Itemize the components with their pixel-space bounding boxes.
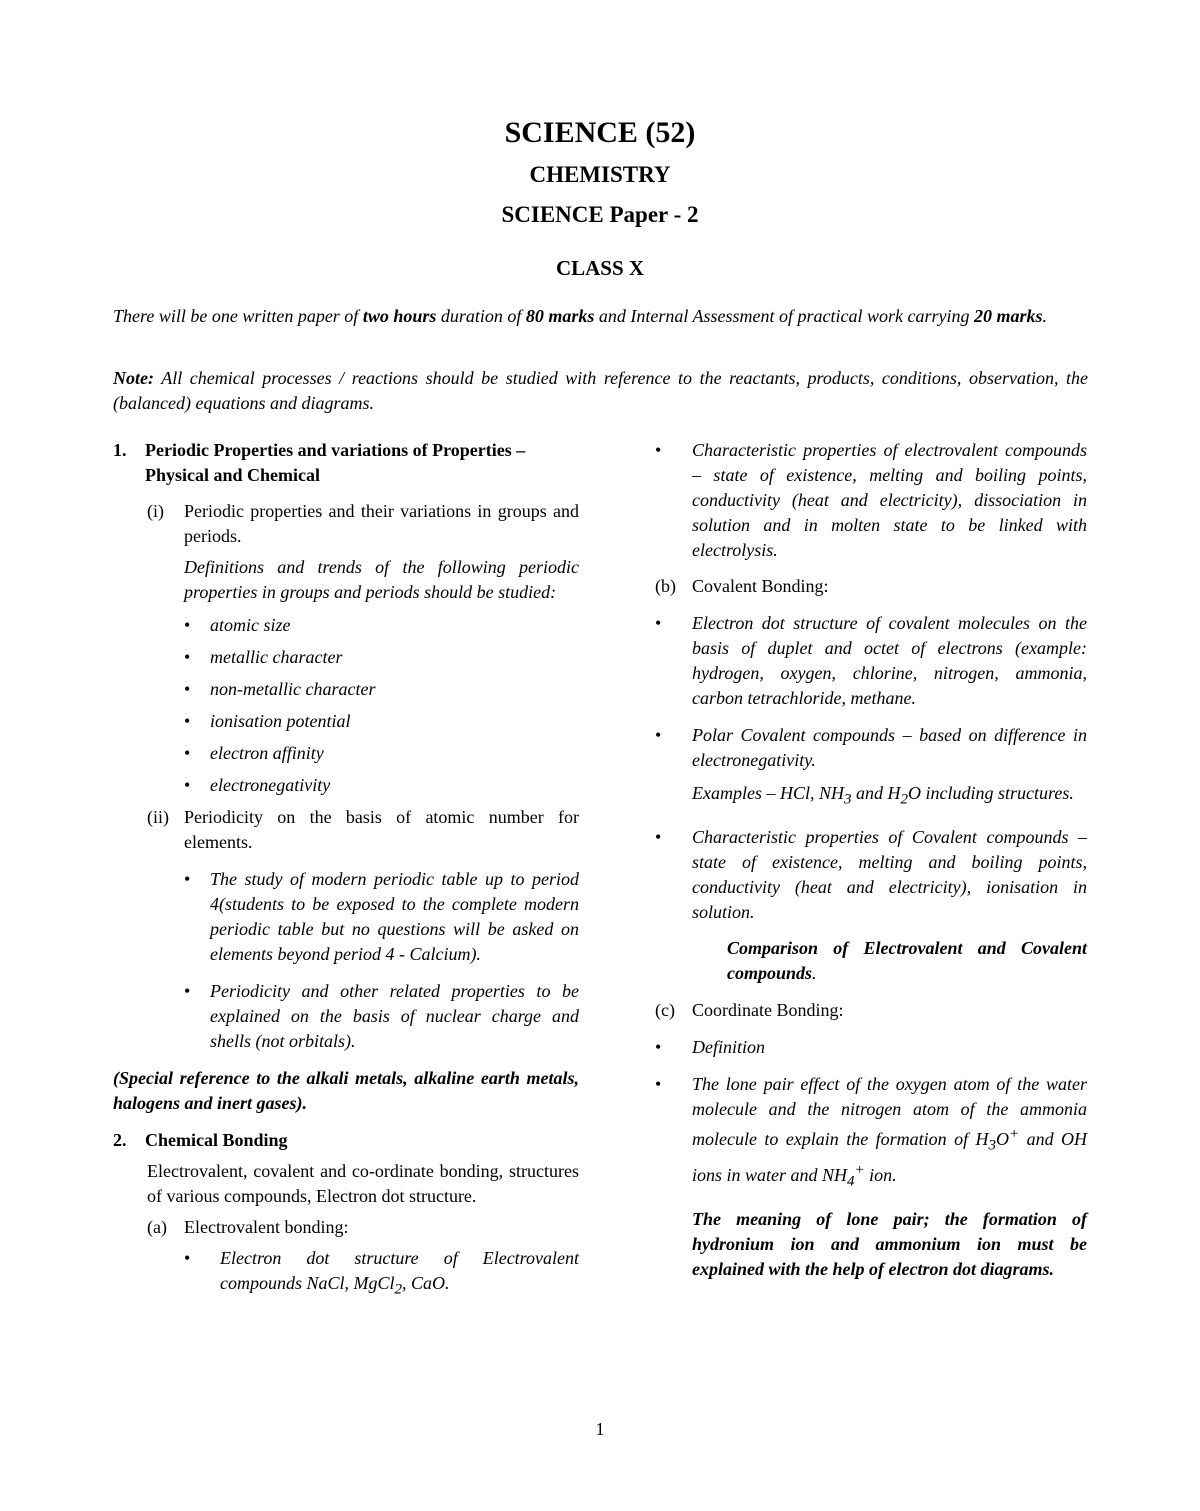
page-title: SCIENCE (52) (504, 116, 696, 149)
list-item: • Characteristic properties of electrovalent compounds – state of existence, melting and boiling points, conductivity (heat and electricity), dissociation in solution and in molten state to be linked with electrolysis. (655, 438, 1087, 563)
list-item: • metallic character (184, 645, 579, 670)
bullet-icon: • (184, 615, 191, 635)
right-column (655, 438, 1087, 1290)
paper-heading: SCIENCE Paper - 2 (501, 202, 699, 227)
list-item: • The lone pair effect of the oxygen atom of the water molecule and the nitrogen atom of the ammonia molecule to explain the formation of $H_3O^+$ and OH ions in water and $NH_4^+$ ion. (655, 1072, 1087, 1195)
list-item: • Definition (655, 1035, 1087, 1060)
list-item: • electron affinity (184, 741, 579, 766)
subsection-2-b: (b) Covalent Bonding: (655, 576, 829, 596)
subject-heading: CHEMISTRY (529, 162, 671, 187)
lone-pair-note: The meaning of lone pair; the formation of hydronium ion and ammonium ion must be explained with the help of electron dot diagrams. (692, 1208, 1087, 1279)
bullet-icon: • (184, 869, 191, 889)
note-label: Note: (113, 368, 154, 388)
class-heading: CLASS X (555, 256, 645, 280)
bullet-icon: • (655, 725, 662, 745)
definitions-text: Definitions and trends of the following periodic properties in groups and periods should be studied: (184, 557, 579, 602)
bullet-icon: • (655, 826, 662, 847)
list-item: • Periodicity and other related properties to be explained on the basis of nuclear charge and shells (not orbitals). (184, 979, 579, 1054)
list-item: • Polar Covalent compounds – based on difference in electronegativity. (655, 723, 1087, 773)
periodicity-list (184, 867, 579, 1054)
list-item: • Electron dot structure of Electrovalent compounds NaCl, MgCl$_2$, CaO. (184, 1246, 579, 1303)
covalent-list (655, 611, 1087, 773)
list-item: • The study of modern periodic table up to period 4(students to be exposed to the complete modern periodic table but no questions will be asked on elements beyond period 4 - Calcium). (184, 867, 579, 967)
list-item: • atomic size (184, 613, 579, 638)
section-2-description: Electrovalent, covalent and co-ordinate bonding, structures of various compounds, Electron dot structure. (147, 1161, 579, 1206)
coordinate-list (655, 1035, 1087, 1195)
special-reference-note: (Special reference to the alkali metals, alkaline earth metals, halogens and inert gases). (113, 1068, 579, 1113)
subsection-2-a: (a) Electrovalent bonding: (147, 1217, 349, 1237)
covalent-examples: Examples – HCl, $NH_3$ and $H_2O$ including structures. (692, 783, 1074, 808)
electrovalent-properties-list (655, 438, 1087, 563)
subsection-1-ii: (ii) Periodicity on the basis of atomic number for elements. (147, 807, 579, 852)
electrovalent-list (184, 1246, 579, 1303)
bullet-icon: • (184, 775, 191, 795)
periodic-properties-list (184, 613, 579, 798)
bullet-icon: • (184, 1248, 191, 1268)
bullet-icon: • (184, 679, 191, 699)
list-item: • Characteristic properties of Covalent compounds – state of existence, melting and boiling points, conductivity (heat and electricity), ionisation in solution. (655, 825, 1087, 925)
bullet-icon: • (655, 1036, 662, 1057)
note-paragraph: Note: All chemical processes / reactions should be studied with reference to the reactants, products, conditions, observation, the (balanced) equations and diagrams. (113, 368, 1088, 413)
bullet-icon: • (184, 711, 191, 731)
list-item: • non-metallic character (184, 677, 579, 702)
bullet-icon: • (184, 743, 191, 763)
left-column (113, 438, 579, 1310)
bullet-icon: • (184, 981, 191, 1001)
bullet-icon: • (184, 647, 191, 667)
section-2-heading: 2. Chemical Bonding (113, 1130, 288, 1150)
section-1-heading: 1. Periodic Properties and variations of Properties – Physical and Chemical (113, 440, 526, 485)
subsection-1-i: (i) Periodic properties and their variations in groups and periods. (147, 501, 579, 546)
bullet-icon: • (655, 440, 662, 460)
bullet-icon: • (655, 613, 662, 633)
intro-paragraph: There will be one written paper of two hours duration of 80 marks and Internal Assessment of practical work carrying 20 marks. (113, 306, 1048, 326)
page-number: 1 (595, 1419, 605, 1439)
list-item: • ionisation potential (184, 709, 579, 734)
covalent-properties-list (655, 825, 1087, 925)
subsection-2-c: (c) Coordinate Bonding: (655, 999, 844, 1020)
list-item: • Electron dot structure of covalent molecules on the basis of duplet and octet of electrons (example: hydrogen, oxygen, chlorine, nitrogen, ammonia, carbon tetrachloride, methane. (655, 611, 1087, 711)
list-item: • electronegativity (184, 773, 579, 798)
bullet-icon: • (655, 1073, 662, 1094)
comparison-note: Comparison of Electrovalent and Covalent compounds. (727, 937, 1087, 983)
